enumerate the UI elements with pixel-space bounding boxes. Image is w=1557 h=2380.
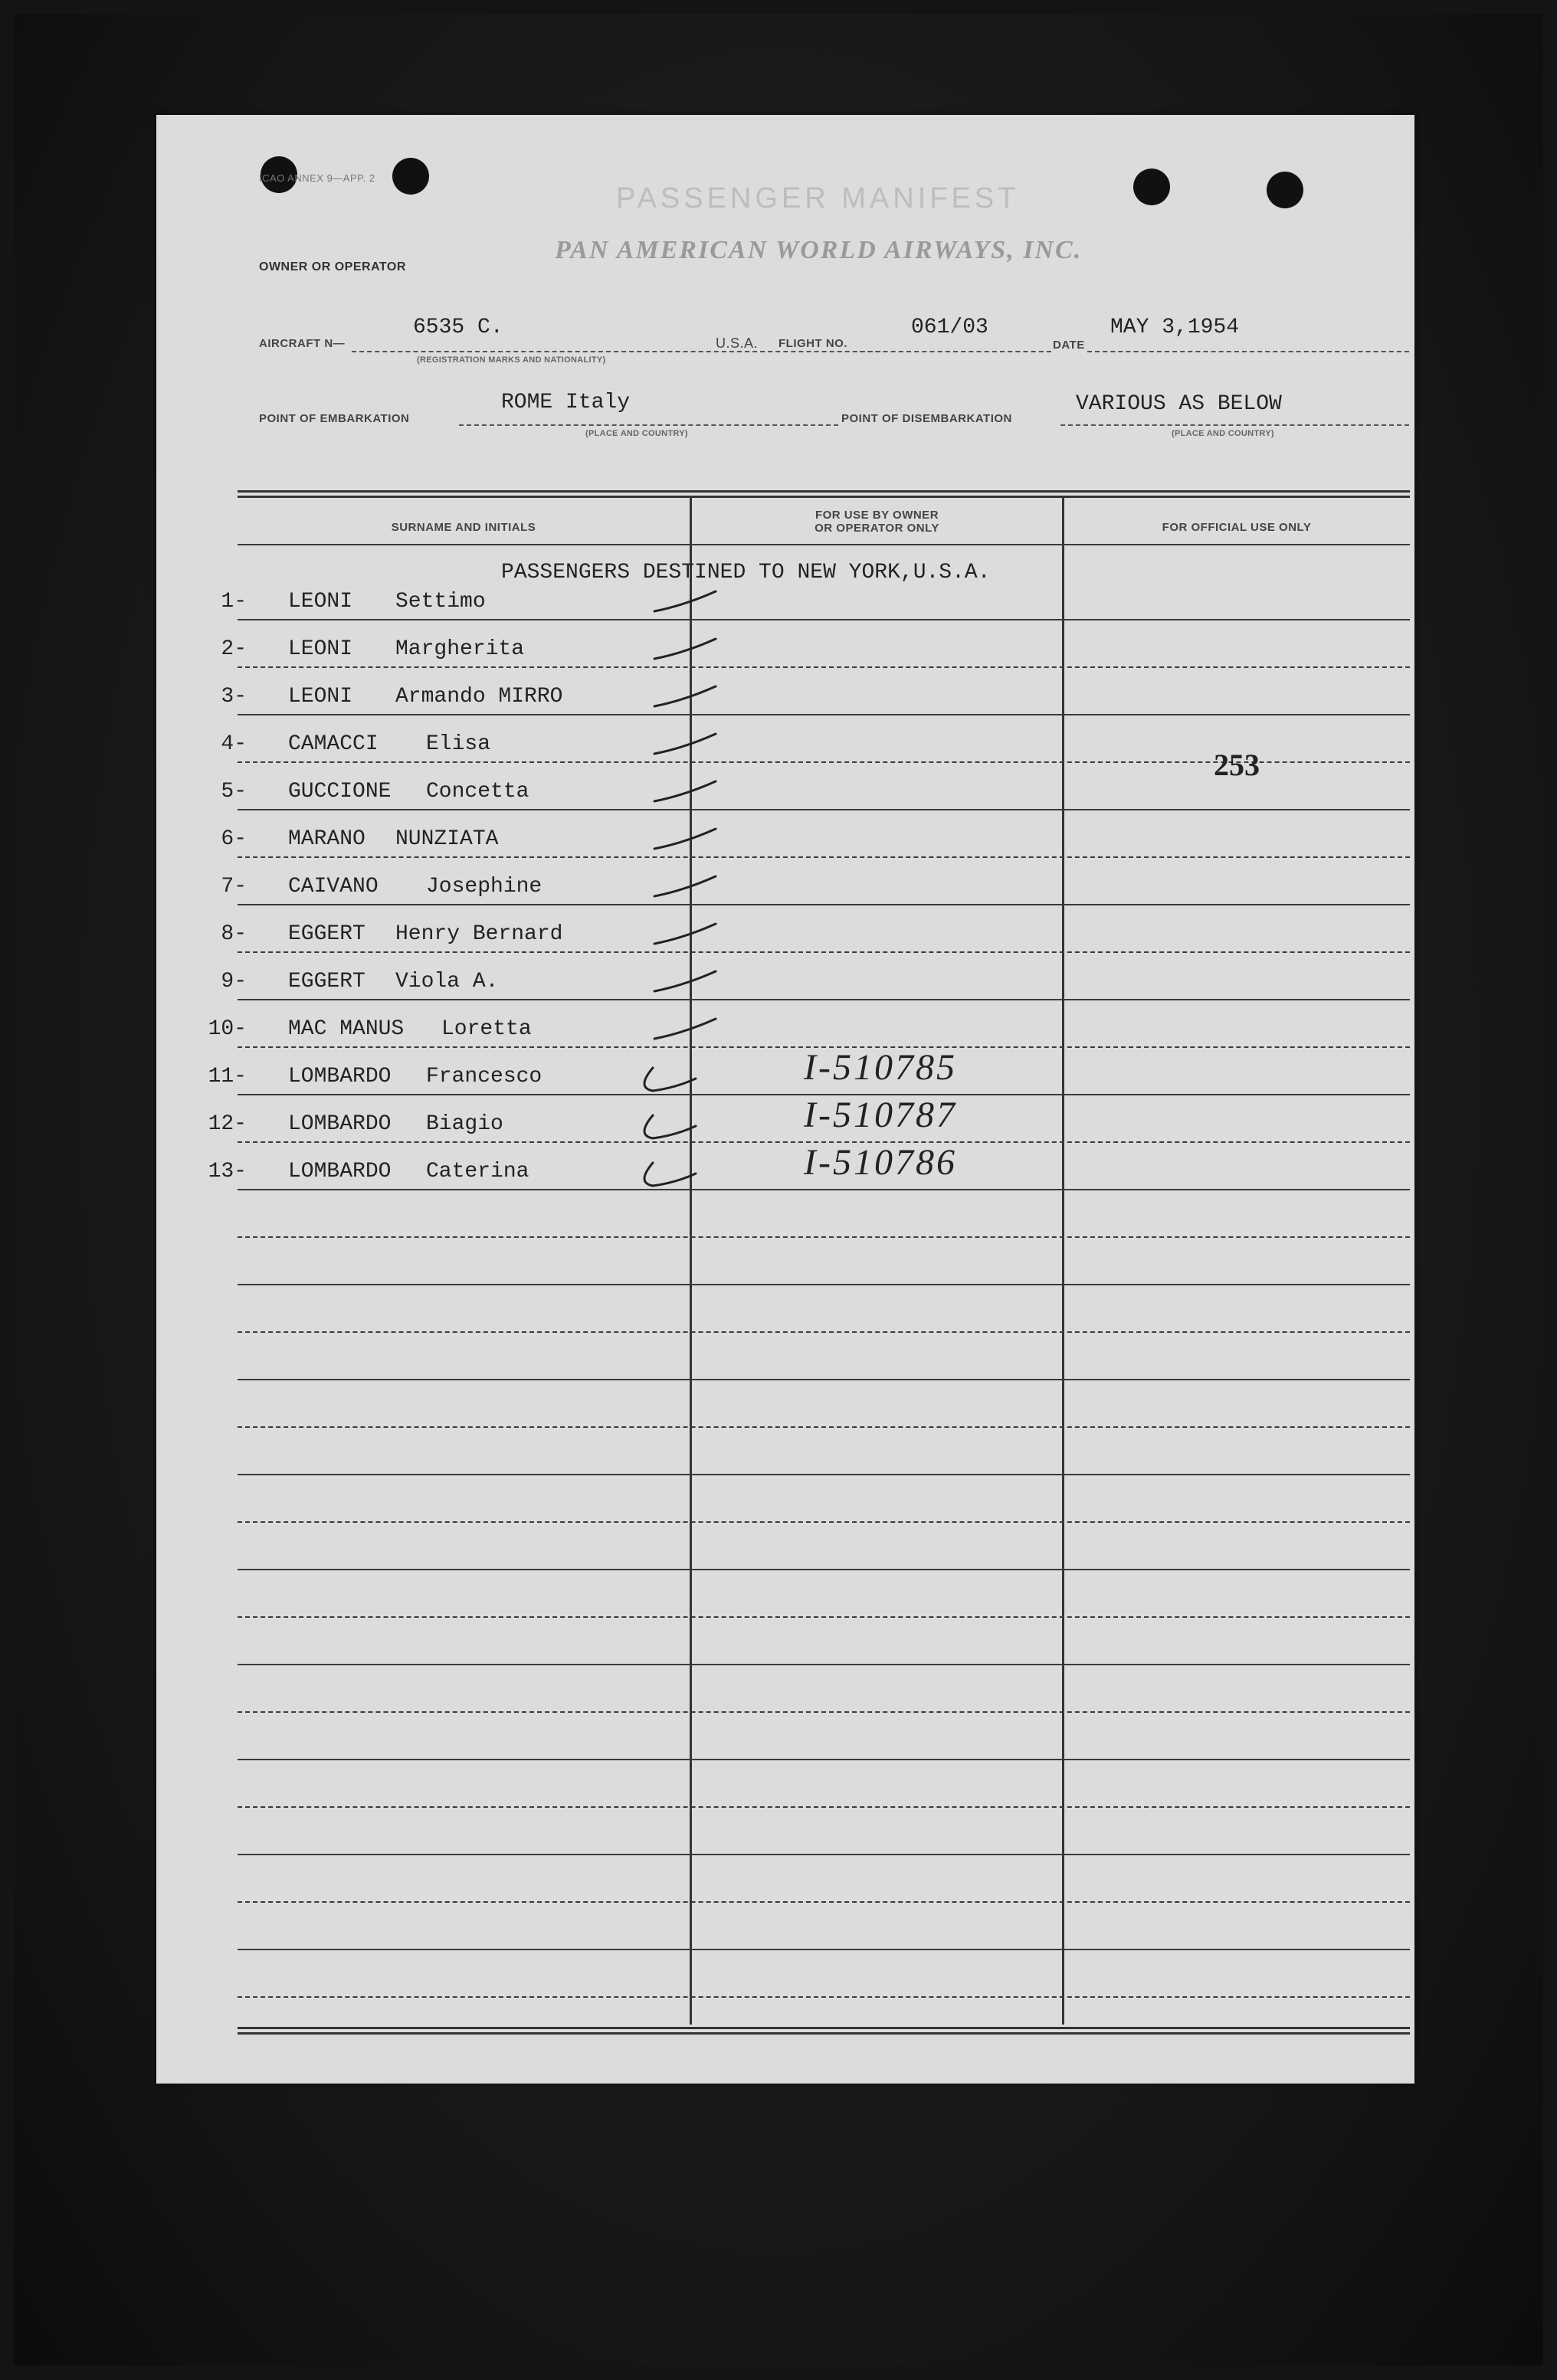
passenger-given-name: Biagio (426, 1112, 503, 1136)
flight-value: 061/03 (911, 316, 988, 339)
official-column-header: FOR OFFICIAL USE ONLY (1162, 521, 1312, 534)
passenger-given-name: Settimo (395, 590, 486, 614)
passenger-surname: LEONI (288, 637, 353, 661)
row-rule (238, 1711, 1410, 1713)
visa-number: I-510787 (804, 1095, 957, 1135)
usa-label: U.S.A. (716, 336, 759, 351)
passenger-surname: LEONI (288, 590, 353, 614)
surname-column-header: SURNAME AND INITIALS (391, 521, 536, 534)
official-number: 253 (1214, 748, 1260, 782)
owner-column-header-line2: OR OPERATOR ONLY (815, 522, 939, 535)
passenger-number: 5- (221, 780, 247, 804)
row-rule (238, 1474, 1410, 1475)
manifest-sheet (156, 115, 1414, 2084)
passenger-number: 2- (221, 637, 247, 661)
passenger-given-name: Caterina (426, 1160, 529, 1183)
passenger-given-name: Francesco (426, 1065, 542, 1089)
aircraft-label: AIRCRAFT N— (259, 337, 346, 350)
row-rule (238, 1996, 1410, 1998)
row-rule (238, 1426, 1410, 1428)
page-title: PASSENGER MANIFEST (616, 182, 1020, 214)
embarkation-line (459, 424, 838, 426)
punch-hole (392, 158, 429, 195)
row-rule (238, 1664, 1410, 1665)
passenger-number: 3- (221, 685, 247, 709)
row-rule (238, 1331, 1410, 1333)
passenger-surname: CAIVANO (288, 875, 379, 899)
table-bottom-rule (238, 2027, 1410, 2035)
row-rule (238, 1379, 1410, 1380)
passenger-given-name: Viola A. (395, 970, 499, 994)
date-label: DATE (1053, 339, 1085, 352)
visa-number: I-510785 (804, 1047, 957, 1088)
passenger-surname: EGGERT (288, 970, 365, 994)
passenger-given-name: Armando MIRRO (395, 685, 563, 709)
passenger-number: 9- (221, 970, 247, 994)
row-rule (238, 1521, 1410, 1523)
check-mark (654, 924, 716, 944)
passenger-surname: LEONI (288, 685, 353, 709)
passenger-given-name: NUNZIATA (395, 827, 499, 851)
check-mark (654, 686, 716, 706)
check-mark (654, 829, 716, 849)
embarkation-sublabel: (PLACE AND COUNTRY) (585, 429, 688, 438)
passenger-number: 7- (221, 875, 247, 899)
check-mark (654, 1019, 716, 1039)
visa-number: I-510786 (804, 1142, 957, 1183)
check-mark (654, 734, 716, 754)
form-identifier: ICAO ANNEX 9—APP. 2 (259, 172, 375, 184)
row-rule (238, 1759, 1410, 1760)
column-divider (1062, 498, 1064, 2025)
passenger-surname: LOMBARDO (288, 1112, 392, 1136)
row-rule (238, 666, 1410, 668)
row-rule (238, 1854, 1410, 1855)
aircraft-sublabel: (REGISTRATION MARKS AND NATIONALITY) (417, 355, 606, 365)
destination-heading: PASSENGERS DESTINED TO NEW YORK,U.S.A. (501, 561, 991, 584)
passenger-given-name: Henry Bernard (395, 922, 563, 946)
disembarkation-line (1060, 424, 1409, 426)
aircraft-value: 6535 C. (413, 316, 503, 339)
check-mark (644, 1115, 696, 1138)
flight-line (860, 351, 1051, 352)
passenger-number: 11- (208, 1065, 247, 1089)
passenger-number: 13- (208, 1160, 247, 1183)
owner-label: OWNER OR OPERATOR (259, 260, 406, 273)
row-rule (238, 1806, 1410, 1808)
row-rule (238, 951, 1410, 953)
check-mark (654, 591, 716, 611)
row-rule (238, 714, 1410, 715)
row-rule (238, 1046, 1410, 1048)
disembarkation-label: POINT OF DISEMBARKATION (841, 412, 1012, 425)
passenger-given-name: Margherita (395, 637, 525, 661)
punch-hole (1267, 172, 1303, 208)
row-rule (238, 1189, 1410, 1190)
embarkation-value: ROME Italy (501, 391, 631, 414)
passenger-number: 1- (221, 590, 247, 614)
passenger-surname: GUCCIONE (288, 780, 392, 804)
punch-hole (1133, 169, 1170, 205)
row-rule (238, 904, 1410, 905)
aircraft-line (352, 351, 880, 352)
check-mark (644, 1163, 696, 1186)
row-rule (238, 1236, 1410, 1238)
passenger-number: 8- (221, 922, 247, 946)
passenger-number: 4- (221, 732, 247, 756)
date-value: MAY 3,1954 (1110, 316, 1240, 339)
row-rule (238, 619, 1410, 620)
row-rule (238, 1616, 1410, 1618)
passenger-surname: MARANO (288, 827, 365, 851)
passenger-number: 10- (208, 1017, 247, 1041)
passenger-given-name: Josephine (426, 875, 542, 899)
passenger-surname: LOMBARDO (288, 1065, 392, 1089)
row-rule (238, 999, 1410, 1000)
row-rule (238, 1569, 1410, 1570)
passenger-surname: EGGERT (288, 922, 365, 946)
row-rule (238, 1901, 1410, 1903)
passenger-surname: LOMBARDO (288, 1160, 392, 1183)
row-rule (238, 1094, 1410, 1095)
row-rule (238, 1949, 1410, 1950)
check-mark (654, 781, 716, 801)
row-rule (238, 809, 1410, 810)
passenger-given-name: Concetta (426, 780, 529, 804)
passenger-surname: CAMACCI (288, 732, 379, 756)
disembarkation-value: VARIOUS AS BELOW (1076, 392, 1282, 416)
date-line (1087, 351, 1409, 352)
passenger-surname: MAC MANUS (288, 1017, 405, 1041)
check-mark (654, 876, 716, 896)
owner-column-header (692, 509, 1062, 535)
flight-label: FLIGHT NO. (778, 337, 847, 350)
passenger-given-name: Elisa (426, 732, 491, 756)
check-mark (644, 1068, 696, 1091)
embarkation-label: POINT OF EMBARKATION (259, 412, 410, 425)
airline-name: PAN AMERICAN WORLD AIRWAYS, INC. (555, 236, 1083, 264)
header-rule (238, 544, 1410, 545)
row-rule (238, 1141, 1410, 1143)
passenger-number: 6- (221, 827, 247, 851)
passenger-number: 12- (208, 1112, 247, 1136)
table-top-rule (238, 490, 1410, 498)
row-rule (238, 856, 1410, 858)
disembarkation-sublabel: (PLACE AND COUNTRY) (1172, 429, 1274, 438)
check-mark (654, 971, 716, 991)
row-rule (238, 1284, 1410, 1285)
owner-column-header-line1: FOR USE BY OWNER (815, 509, 939, 522)
column-divider (690, 498, 692, 2025)
passenger-given-name: Loretta (441, 1017, 532, 1041)
check-mark (654, 639, 716, 659)
